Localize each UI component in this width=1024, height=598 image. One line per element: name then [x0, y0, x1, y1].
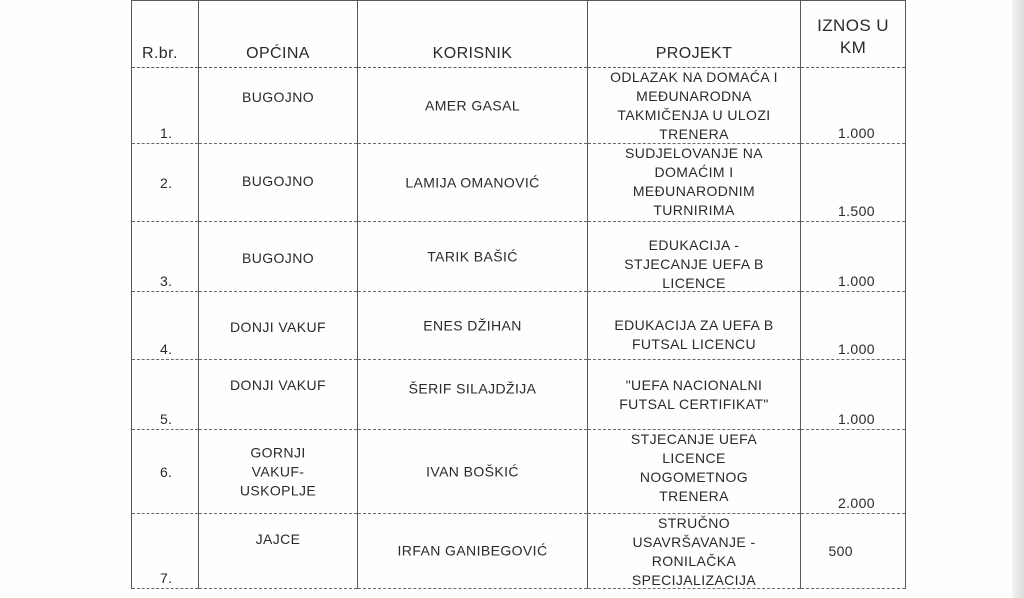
row-number-cell: 4.	[132, 292, 199, 360]
projekt-cell: EDUKACIJA - STJECANJE UEFA B LICENCE	[588, 222, 801, 292]
korisnik-cell: TARIK BAŠIĆ	[358, 222, 588, 292]
iznos-cell: 1.000	[801, 360, 906, 430]
opcina-cell: BUGOJNO	[199, 144, 358, 222]
iznos-cell: 1.000	[801, 68, 906, 144]
table-row	[132, 430, 906, 514]
header-rbr: R.br.	[132, 1, 199, 68]
header-projekt: PROJEKT	[588, 1, 801, 68]
korisnik-cell: AMER GASAL	[358, 68, 588, 144]
opcina-cell: GORNJI VAKUF- USKOPLJE	[199, 430, 358, 514]
row-number-cell: 1.	[132, 68, 199, 144]
projekt-cell: SUDJELOVANJE NA DOMAĆIM I MEĐUNARODNIM TURNIRIMA	[588, 144, 801, 222]
header-opcina: OPĆINA	[199, 1, 358, 68]
opcina-cell: JAJCE	[199, 514, 358, 589]
projekt-cell: ODLAZAK NA DOMAĆA I MEĐUNARODNA TAKMIČENJA U ULOZI TRENERA	[588, 68, 801, 144]
header-row	[132, 1, 906, 68]
row-number-cell: 6.	[132, 430, 199, 514]
table-row	[132, 360, 906, 430]
row-number-cell: 3.	[132, 222, 199, 292]
opcina-cell: DONJI VAKUF	[199, 292, 358, 360]
iznos-cell: 1.500	[801, 144, 906, 222]
projekt-cell: "UEFA NACIONALNI FUTSAL CERTIFIKAT"	[588, 360, 801, 430]
korisnik-cell: ŠERIF SILAJDŽIJA	[358, 360, 588, 430]
page-edge-shadow	[1012, 0, 1024, 598]
header-korisnik: KORISNIK	[358, 1, 588, 68]
table-row	[132, 514, 906, 589]
header-iznos: IZNOS U KM	[801, 1, 906, 68]
table-row	[132, 144, 906, 222]
row-number-cell: 2.	[132, 144, 199, 222]
projekt-cell: STJECANJE UEFA LICENCE NOGOMETNOG TRENERA	[588, 430, 801, 514]
korisnik-cell: LAMIJA OMANOVIĆ	[358, 144, 588, 222]
table-row	[132, 68, 906, 144]
opcina-cell: DONJI VAKUF	[199, 360, 358, 430]
korisnik-cell: IRFAN GANIBEGOVIĆ	[358, 514, 588, 589]
opcina-cell: BUGOJNO	[199, 222, 358, 292]
beneficiary-table	[131, 0, 906, 589]
projekt-cell: STRUČNO USAVRŠAVANJE - RONILAČKA SPECIJALIZACIJA	[588, 514, 801, 589]
iznos-cell: 1.000	[801, 292, 906, 360]
projekt-cell: EDUKACIJA ZA UEFA B FUTSAL LICENCU	[588, 292, 801, 360]
korisnik-cell: ENES DŽIHAN	[358, 292, 588, 360]
row-number-cell: 7.	[132, 514, 199, 589]
iznos-cell: 2.000	[801, 430, 906, 514]
iznos-cell: 1.000	[801, 222, 906, 292]
table-row	[132, 222, 906, 292]
opcina-cell: BUGOJNO	[199, 68, 358, 144]
iznos-cell: 500	[801, 514, 906, 589]
row-number-cell: 5.	[132, 360, 199, 430]
korisnik-cell: IVAN BOŠKIĆ	[358, 430, 588, 514]
table-row	[132, 292, 906, 360]
